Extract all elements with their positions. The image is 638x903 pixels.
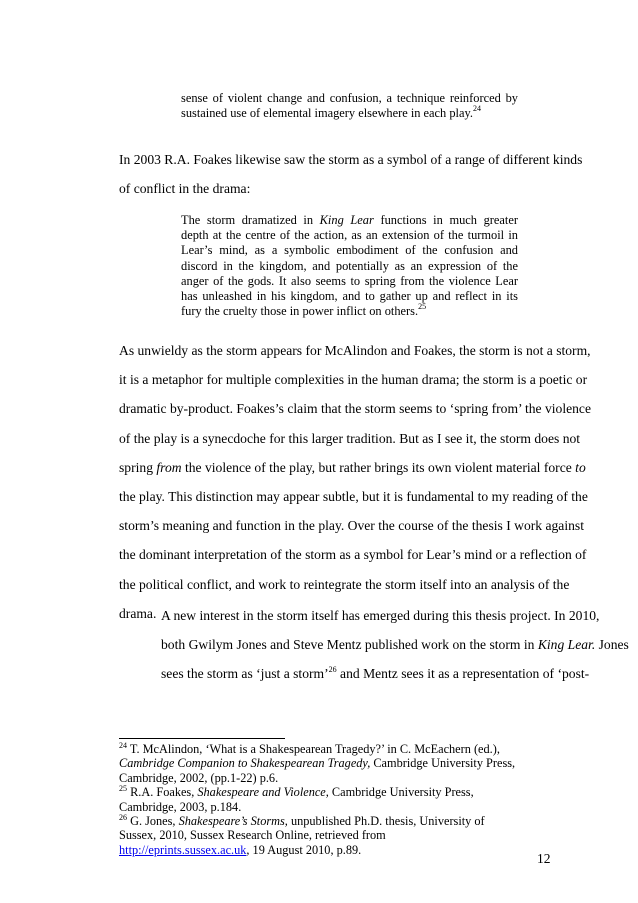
paragraph-line: storm’s meaning and function in the play. Over the course of the thesis I work against [119,518,584,534]
footnote-24 [119,742,519,785]
footnote-number: 24 [119,741,127,750]
footnote-number: 26 [119,813,127,823]
paragraph-line: the political conflict, and work to reintegrate the storm itself into an analysis of the [119,576,570,592]
paragraph-new-interest [119,601,629,689]
quote-line: has unleashed in his kingdom, and to gather up and reflect in its [181,289,518,304]
footnote-ref-26: 26 [328,665,337,675]
quote-line: anger of the gods. It also seems to spring from the violence Lear [181,273,518,288]
paragraph-line [119,659,590,688]
quote-line [181,213,518,228]
paragraph-text: spring [119,459,157,475]
paragraph-line: of the play is a synecdoche for this larger tradition. But as I see it, the storm does not [119,430,581,446]
paragraph-line: In 2003 R.A. Foakes likewise saw the storm as a symbol of a range of different kinds [119,152,583,167]
paragraph-line: of conflict in the drama: [119,181,251,197]
paragraph-text: both Gwilym Jones and Steve Mentz published work on the storm in [161,637,538,653]
footnote-text: Cambridge University Press, Cambridge, 2003, p.184. [119,785,474,814]
quote-line-text: sustained use of elemental imagery elsewhere in each play. [181,106,473,121]
block-quote-mcalindon [181,91,518,121]
play-title-italic: King Lear. [537,637,596,653]
footnote-text: R.A. Foakes, [127,785,198,800]
emphasis-from: from [156,459,182,475]
footnote-text: , 19 August 2010, p.89. [246,842,362,857]
footnote-text: unpublished Ph.D. thesis, University of Sussex, 2010, Sussex Research Online, retrieved from [119,814,485,843]
paragraph-text: sees the storm as ‘just a storm’ [161,666,329,682]
eprints-link[interactable]: http://eprints.sussex.ac.uk [119,842,247,857]
paragraph-main-argument [119,336,600,628]
paragraph-line: drama. [119,605,157,621]
paragraph-intro-foakes [119,145,583,203]
footnotes [119,742,519,857]
quote-line [181,304,518,319]
footnote-title-italic: Cambridge Companion to Shakespearean Tragedy, [119,756,371,771]
paragraph-line: dramatic by-product. Foakes’s claim that the storm seems to ‘spring from’ the violence [119,401,592,417]
footnote-separator [119,738,285,739]
paragraph-line: A new interest in the storm itself has emerged during this thesis project. In 2010, [161,608,600,623]
block-quote-foakes [181,213,518,319]
paragraph-line [119,453,586,482]
footnote-number: 25 [119,784,127,794]
paragraph-text: and Mentz sees it as a representation of ‘post- [336,666,590,682]
quote-line: discord in the kingdom, and potentially as an expression of the [181,258,518,273]
page-number: 12 [537,851,551,866]
footnote-25 [119,785,519,814]
paragraph-line [119,630,629,659]
footnote-text: Cambridge University Press, Cambridge, 2002, (pp.1-22) p.6. [119,756,516,785]
footnote-text: T. McAlindon, ‘What is a Shakespearean Tragedy?’ in C. McEachern (ed.), [127,742,500,756]
quote-line-text: fury the cruelty those in power inflict on others. [181,304,419,319]
quote-text: The storm dramatized in [181,213,320,227]
quote-title-italic: King Lear [319,213,374,227]
quote-line: depth at the centre of the action, as an extension of the turmoil in [181,228,518,243]
quote-line [181,106,518,121]
quote-line: Lear’s mind, as a symbolic embodiment of the confusion and [181,243,518,258]
footnote-26 [119,814,519,857]
paragraph-line: As unwieldy as the storm appears for McAlindon and Foakes, the storm is not a storm, [119,343,591,358]
paragraph-line: it is a metaphor for multiple complexities in the human drama; the storm is a poetic or [119,372,588,388]
paragraph-text: Jones [595,637,629,653]
paragraph-line: the play. This distinction may appear subtle, but it is fundamental to my reading of the [119,489,588,505]
paragraph-text: the violence of the play, but rather brings its own violent material force [181,459,576,475]
quote-text: functions in much greater [373,213,518,227]
footnote-title-italic: Shakespeare and Violence, [197,785,329,800]
footnote-text: G. Jones, [127,814,179,829]
footnote-title-italic: Shakespeare’s Storms, [178,814,288,829]
paragraph-line: the dominant interpretation of the storm as a symbol for Lear’s mind or a reflection of [119,547,587,563]
footnote-ref-25: 25 [418,302,427,312]
quote-line: sense of violent change and confusion, a technique reinforced by [181,91,518,105]
footnote-ref-24: 24 [472,104,481,114]
emphasis-to: to [575,459,586,475]
